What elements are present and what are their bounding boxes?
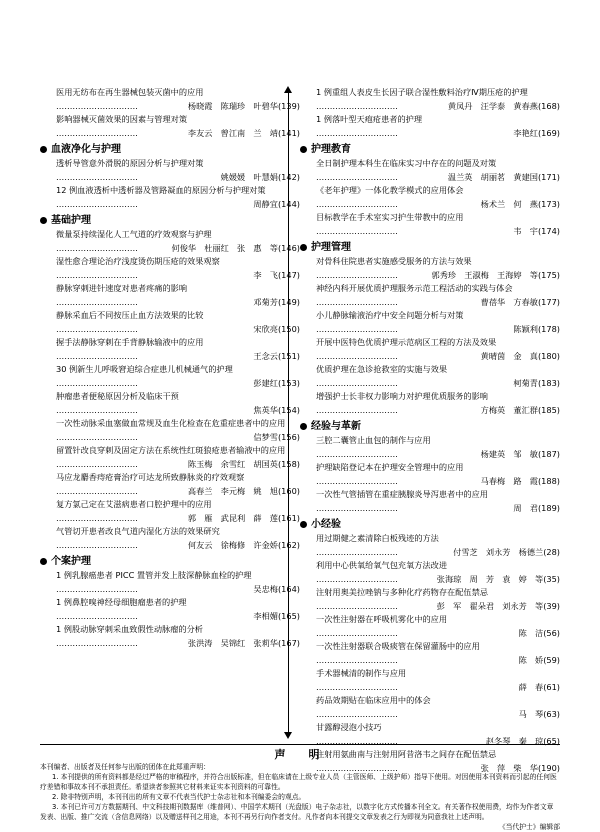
leader-dots: ………………………… bbox=[316, 546, 398, 557]
toc-entry-title: 1 例鼻腔嗅神经母细胞瘤患者的护理 bbox=[56, 597, 187, 607]
toc-entry-byline bbox=[40, 242, 300, 256]
toc-entry-byline bbox=[300, 127, 560, 141]
toc-entry-byline bbox=[40, 198, 300, 212]
author-page: 郭 雁 武昆利 薛 莲(161) bbox=[187, 512, 300, 523]
toc-entry[interactable] bbox=[40, 336, 300, 363]
toc-entry-byline bbox=[300, 502, 560, 516]
toc-entry-byline bbox=[40, 127, 300, 141]
toc-entry-title: 握手法静脉穿刺在手背静脉输液中的应用 bbox=[56, 337, 204, 347]
section-title: 护理管理 bbox=[311, 242, 351, 253]
toc-entry-byline bbox=[300, 296, 560, 310]
leader-dots: ………………………… bbox=[316, 654, 398, 665]
leader-dots: ………………………… bbox=[56, 242, 138, 253]
leader-dots: ………………………… bbox=[316, 225, 398, 236]
section-heading bbox=[300, 142, 560, 157]
toc-entry-title: 甘露醇浸泡小技巧 bbox=[316, 722, 382, 732]
toc-entry[interactable] bbox=[40, 113, 300, 140]
toc-entry-title: 一次性气管插管在重症胰腺炎导泻患者中的应用 bbox=[316, 489, 488, 499]
leader-dots: ………………………… bbox=[56, 431, 138, 442]
toc-entry-title: 注射用氨曲南与注射用阿昔洛韦之间存在配伍禁忌 bbox=[316, 749, 497, 759]
toc-entry-byline bbox=[300, 600, 560, 614]
toc-entry-byline bbox=[300, 654, 560, 668]
toc-entry-title: 一次性注射器在呼吸机雾化中的应用 bbox=[316, 614, 448, 624]
author-page: 付雪芝 刘永芳 杨德兰(28) bbox=[453, 546, 560, 557]
toc-entry[interactable] bbox=[40, 363, 300, 390]
toc-entry[interactable] bbox=[300, 694, 560, 721]
toc-entry-title: 医用无纺布在再生器械包装灭菌中的应用 bbox=[56, 87, 204, 97]
author-page: 周 君(189) bbox=[513, 502, 560, 513]
author-page: 杨建英 邹 敏(187) bbox=[480, 448, 560, 459]
toc-entry-byline bbox=[40, 610, 300, 624]
bullet-icon bbox=[300, 521, 307, 528]
author-page: 周静宜(144) bbox=[253, 198, 300, 209]
author-page: 高春兰 李元梅 姚 旭(160) bbox=[187, 485, 300, 496]
author-page: 张 萍 柴 华(190) bbox=[480, 762, 560, 773]
toc-entry-byline bbox=[40, 458, 300, 472]
author-page: 曹蓓华 方春敏(177) bbox=[480, 296, 560, 307]
toc-entry-byline bbox=[300, 448, 560, 462]
toc-entry-title: 《老年护理》一体化教学模式的应用体会 bbox=[316, 185, 464, 195]
toc-entry-title: 30 例新生儿呼吸窘迫综合症患儿机械通气的护理 bbox=[56, 364, 233, 374]
toc-entry[interactable] bbox=[40, 525, 300, 552]
toc-entry[interactable] bbox=[40, 255, 300, 282]
toc-entry[interactable] bbox=[40, 569, 300, 596]
section-heading bbox=[300, 419, 560, 434]
toc-entry-title: 用过期健之素清除白板残迹的方法 bbox=[316, 533, 439, 543]
leader-dots: ………………………… bbox=[56, 296, 138, 307]
author-page: 彭建红(153) bbox=[253, 377, 300, 388]
toc-entry-byline bbox=[40, 269, 300, 283]
section-heading bbox=[40, 142, 300, 157]
toc-entry-title: 透析导管意外滑脱的原因分析与护理对策 bbox=[56, 158, 204, 168]
toc-entry-byline bbox=[40, 377, 300, 391]
toc-entry[interactable] bbox=[40, 282, 300, 309]
author-page: 郭秀珍 王淑梅 王海婷 等(175) bbox=[431, 269, 560, 280]
leader-dots: ………………………… bbox=[56, 127, 138, 138]
toc-entry-title: 小儿静脉输液治疗中安全问题分析与对策 bbox=[316, 310, 464, 320]
author-page: 陈玉梅 余雪红 胡国英(158) bbox=[187, 458, 300, 469]
author-page: 方梅英 董汇群(185) bbox=[480, 404, 560, 415]
toc-entry[interactable] bbox=[300, 282, 560, 309]
toc-entry-title: 神经内科开展优质护理服务示范工程活动的实践与体会 bbox=[316, 283, 513, 293]
leader-dots: ………………………… bbox=[56, 485, 138, 496]
toc-entry-byline bbox=[40, 350, 300, 364]
toc-entry-title: 肿瘤患者便秘原因分析及临床干预 bbox=[56, 391, 179, 401]
toc-entry-title: 一次性动脉采血塞做血常规及血生化检查在危重症患者中的应用 bbox=[56, 418, 286, 428]
toc-entry-title: 1 例落叶型天疱疮患者的护理 bbox=[316, 114, 423, 124]
declaration-body bbox=[40, 762, 560, 832]
author-page: 王念云(151) bbox=[253, 350, 300, 361]
toc-entry-title: 利用中心供氧给氧气包充氧方法改进 bbox=[316, 560, 448, 570]
author-page: 焦英华(154) bbox=[253, 404, 300, 415]
toc-entry[interactable] bbox=[300, 211, 560, 238]
toc-left-column bbox=[40, 86, 300, 650]
leader-dots: ………………………… bbox=[56, 100, 138, 111]
divider-arrow-down-icon bbox=[284, 732, 292, 739]
author-page: 杨术兰 何 燕(173) bbox=[480, 198, 560, 209]
author-page: 张海琼 周 芳 袁 婷 等(35) bbox=[436, 573, 560, 584]
bullet-icon bbox=[300, 244, 307, 251]
author-page: 信梦雪(156) bbox=[253, 431, 300, 442]
toc-entry-byline bbox=[300, 627, 560, 641]
toc-entry-title: 1 例股动脉穿刺采血致假性动脉瘤的分析 bbox=[56, 624, 203, 634]
toc-entry-byline bbox=[300, 225, 560, 239]
toc-entry-title: 目标教学在手术室实习护生带教中的应用 bbox=[316, 212, 464, 222]
toc-entry[interactable] bbox=[40, 390, 300, 417]
bullet-icon bbox=[40, 217, 47, 224]
toc-entry-byline bbox=[40, 637, 300, 651]
leader-dots: ………………………… bbox=[56, 610, 138, 621]
leader-dots: ………………………… bbox=[316, 269, 398, 280]
section-title: 护理教育 bbox=[311, 144, 351, 155]
leader-dots: ………………………… bbox=[316, 404, 398, 415]
toc-entry-byline bbox=[40, 404, 300, 418]
toc-entry[interactable] bbox=[300, 157, 560, 184]
author-page: 姚媛媛 叶慧娟(142) bbox=[220, 171, 300, 182]
toc-entry-title: 马应龙麝香痔疮膏治疗可达龙所致静脉炎的疗效观察 bbox=[56, 472, 245, 482]
toc-entry-title: 对骨科住院患者实施感受服务的方法与效果 bbox=[316, 256, 472, 266]
toc-entry-byline bbox=[300, 681, 560, 695]
toc-entry-title: 1 例重组人表皮生长因子联合湿性敷料治疗Ⅳ期压疮的护理 bbox=[316, 87, 528, 97]
leader-dots: ………………………… bbox=[316, 681, 398, 692]
section-title: 个案护理 bbox=[51, 556, 91, 567]
author-page: 李友云 曾江南 兰 靖(141) bbox=[187, 127, 300, 138]
toc-entry-title: 气管切开患者改良气道内湿化方法的效果研究 bbox=[56, 526, 220, 536]
toc-entry[interactable] bbox=[300, 86, 560, 113]
toc-entry[interactable] bbox=[300, 390, 560, 417]
toc-entry[interactable] bbox=[40, 157, 300, 184]
section-heading bbox=[40, 213, 300, 228]
leader-dots: ………………………… bbox=[316, 627, 398, 638]
declaration-intro: 本刊编者、出版者及任何参与出版的团体在此郑重声明： bbox=[40, 763, 210, 771]
author-page: 杨晓霞 陈瑞珍 叶碧华(139) bbox=[187, 100, 300, 111]
toc-entry-title: 微量泵持续湿化人工气道的疗效观察与护理 bbox=[56, 229, 212, 239]
toc-entry-byline bbox=[300, 198, 560, 212]
author-page: 李艳红(169) bbox=[513, 127, 560, 138]
leader-dots: ………………………… bbox=[56, 583, 138, 594]
toc-entry-title: 留置针改良穿刺及固定方法在系统性红斑狼疮患者输液中的应用 bbox=[56, 445, 286, 455]
author-page: 何友云 徐梅修 许金娇(162) bbox=[187, 539, 300, 550]
toc-entry-byline bbox=[300, 475, 560, 489]
leader-dots: ………………………… bbox=[56, 198, 138, 209]
leader-dots: ………………………… bbox=[316, 600, 398, 611]
toc-entry[interactable] bbox=[40, 86, 300, 113]
leader-dots: ………………………… bbox=[316, 100, 398, 111]
leader-dots: ………………………… bbox=[316, 502, 398, 513]
toc-entry-title: 1 例乳腺癌患者 PICC 置管并发上肢深静脉血栓的护理 bbox=[56, 570, 252, 580]
toc-entry[interactable] bbox=[300, 640, 560, 667]
toc-entry[interactable] bbox=[40, 184, 300, 211]
leader-dots: ………………………… bbox=[56, 269, 138, 280]
leader-dots: ………………………… bbox=[316, 708, 398, 719]
author-page: 陈 娇(59) bbox=[518, 654, 560, 665]
toc-entry-title: 药品效期贴在临床应用中的体会 bbox=[316, 695, 431, 705]
bullet-icon bbox=[300, 423, 307, 430]
leader-dots: ………………………… bbox=[316, 198, 398, 209]
toc-entry-title: 优质护理在急诊抢救室的实施与效果 bbox=[316, 364, 448, 374]
toc-entry-byline bbox=[300, 100, 560, 114]
toc-right-column bbox=[300, 86, 560, 775]
leader-dots: ………………………… bbox=[316, 171, 398, 182]
toc-entry-byline bbox=[40, 431, 300, 445]
toc-entry[interactable] bbox=[300, 255, 560, 282]
toc-entry-byline bbox=[40, 100, 300, 114]
toc-entry[interactable] bbox=[40, 623, 300, 650]
bullet-icon bbox=[40, 146, 47, 153]
toc-entry-byline bbox=[40, 296, 300, 310]
toc-entry[interactable] bbox=[40, 498, 300, 525]
author-page: 张洪涛 吴锦红 张莉华(167) bbox=[187, 637, 300, 648]
toc-entry-title: 复方氯己定在艾滋病患者口腔护理中的应用 bbox=[56, 499, 212, 509]
author-page: 柯菊青(183) bbox=[513, 377, 560, 388]
toc-entry[interactable] bbox=[40, 471, 300, 498]
leader-dots: ………………………… bbox=[56, 404, 138, 415]
toc-entry-title: 开展中医特色优质护理示范病区工程的方法及效果 bbox=[316, 337, 497, 347]
declaration-rule bbox=[40, 744, 560, 745]
bullet-icon bbox=[300, 146, 307, 153]
toc-entry-byline bbox=[40, 583, 300, 597]
author-page: 黄晴茵 金 真(180) bbox=[480, 350, 560, 361]
author-page: 邓菊芳(149) bbox=[253, 296, 300, 307]
author-page: 吴忠梅(164) bbox=[253, 583, 300, 594]
toc-entry-title: 一次性注射器联合吸痰管在保留灌肠中的应用 bbox=[316, 641, 480, 651]
section-title: 基础护理 bbox=[51, 215, 91, 226]
leader-dots: ………………………… bbox=[56, 377, 138, 388]
toc-entry-byline bbox=[300, 350, 560, 364]
section-title: 经验与革新 bbox=[311, 421, 361, 432]
declaration-item-1: 1. 本刊提供的所有资料都是经过严格的审稿程序，并符合出版标准，但在临床请在上级专业人员（主管医师、上级护师）指导下使用。对因使用本刊资料而引起的任何医疗差错和事故本刊不承担责任。希望读者参照其它材料来证实本刊资料的可靠性。 bbox=[40, 773, 557, 791]
leader-dots: ………………………… bbox=[316, 127, 398, 138]
toc-entry-byline bbox=[300, 323, 560, 337]
toc-entry-title: 护理缺陷登记本在护理安全管理中的应用 bbox=[316, 462, 464, 472]
toc-entry-byline bbox=[40, 539, 300, 553]
leader-dots: ………………………… bbox=[56, 458, 138, 469]
toc-entry[interactable] bbox=[300, 667, 560, 694]
leader-dots: ………………………… bbox=[316, 448, 398, 459]
section-heading bbox=[40, 554, 300, 569]
author-page: 薛 春(61) bbox=[518, 681, 560, 692]
bullet-icon bbox=[40, 558, 47, 565]
section-heading bbox=[300, 240, 560, 255]
toc-entry[interactable] bbox=[300, 336, 560, 363]
toc-entry[interactable] bbox=[300, 613, 560, 640]
toc-entry[interactable] bbox=[300, 532, 560, 559]
toc-entry[interactable] bbox=[40, 228, 300, 255]
leader-dots: ………………………… bbox=[316, 350, 398, 361]
section-title: 血液净化与护理 bbox=[51, 144, 121, 155]
toc-entry-byline bbox=[40, 171, 300, 185]
toc-entry[interactable] bbox=[300, 488, 560, 515]
author-page: 李相媚(165) bbox=[253, 610, 300, 621]
toc-entry-title: 静脉采血后不同按压止血方法效果的比较 bbox=[56, 310, 204, 320]
toc-entry-byline bbox=[300, 269, 560, 283]
author-page: 陈 洁(56) bbox=[518, 627, 560, 638]
author-page: 黄凤丹 汪学泰 黄春燕(168) bbox=[447, 100, 560, 111]
declaration-title: 声 明 bbox=[274, 748, 326, 761]
declaration-item-2: 2. 除非特别声明，本刊刊出的所有文章不代表当代护士杂志社和本刊编委会的观点。 bbox=[52, 793, 306, 801]
leader-dots: ………………………… bbox=[316, 377, 398, 388]
author-page: 何俊华 杜丽红 张 惠 等(146) bbox=[171, 242, 300, 253]
declaration-signature: 《当代护士》编辑部 bbox=[498, 823, 560, 831]
toc-entry-byline bbox=[300, 404, 560, 418]
toc-entry-byline bbox=[300, 377, 560, 391]
toc-entry[interactable] bbox=[40, 596, 300, 623]
leader-dots: ………………………… bbox=[316, 573, 398, 584]
author-page: 马 琴(63) bbox=[518, 708, 560, 719]
toc-entry-title: 注射用奥美拉唑钠与多种化疗药物存在配伍禁忌 bbox=[316, 587, 488, 597]
author-page: 宋欣亮(150) bbox=[253, 323, 300, 334]
leader-dots: ………………………… bbox=[56, 512, 138, 523]
author-page: 马春梅 路 霞(188) bbox=[480, 475, 560, 486]
toc-entry[interactable] bbox=[40, 309, 300, 336]
toc-entry-byline bbox=[300, 546, 560, 560]
toc-entry[interactable] bbox=[40, 444, 300, 471]
toc-entry-title: 静脉穿刺进针速度对患者疼痛的影响 bbox=[56, 283, 188, 293]
leader-dots: ………………………… bbox=[56, 323, 138, 334]
author-page: 韦 宇(174) bbox=[513, 225, 560, 236]
toc-entry-byline bbox=[300, 573, 560, 587]
toc-entry[interactable] bbox=[300, 461, 560, 488]
toc-entry-byline bbox=[300, 708, 560, 722]
toc-entry-byline bbox=[300, 171, 560, 185]
toc-entry[interactable] bbox=[300, 559, 560, 586]
toc-entry-title: 增强护士长非权力影响力对护理优质服务的影响 bbox=[316, 391, 488, 401]
leader-dots: ………………………… bbox=[56, 539, 138, 550]
leader-dots: ………………………… bbox=[56, 350, 138, 361]
leader-dots: ………………………… bbox=[56, 637, 138, 648]
toc-entry-byline bbox=[40, 485, 300, 499]
toc-entry-title: 手术器械清的制作与应用 bbox=[316, 668, 407, 678]
toc-entry[interactable] bbox=[300, 434, 560, 461]
toc-entry-title: 湿性愈合理论治疗浅度烫伤期压疮的效果观察 bbox=[56, 256, 220, 266]
declaration-item-3: 3. 本刊已许可万方数据期刊、中文科技期刊数据库（维普网）、中国学术期刊（光盘版）电子杂志社，以数字化方式传播本刊全文。有关著作权使用费，均作为作者文章发表、出版、推广交流（含信息网络）以及赠送样刊之用途，本刊不再另行向作者支付。凡作者向本刊提交文章发表之行为即视为同意我社上述声明。 bbox=[40, 803, 554, 821]
author-page: 赵冬琴 秦 琼(65) bbox=[485, 735, 560, 746]
toc-entry-title: 全日制护理本科生在临床实习中存在的问题及对策 bbox=[316, 158, 497, 168]
toc-entry-title: 影响器械灭菌效果的因素与管理对策 bbox=[56, 114, 188, 124]
toc-entry[interactable] bbox=[40, 417, 300, 444]
leader-dots: ………………………… bbox=[316, 296, 398, 307]
toc-entry-title: 12 例血液透析中透析器及管路凝血的原因分析与护理对策 bbox=[56, 185, 266, 195]
toc-entry[interactable] bbox=[300, 184, 560, 211]
leader-dots: ………………………… bbox=[316, 323, 398, 334]
leader-dots: ………………………… bbox=[56, 171, 138, 182]
section-title: 小经验 bbox=[311, 519, 341, 530]
toc-entry[interactable] bbox=[300, 363, 560, 390]
toc-entry[interactable] bbox=[300, 309, 560, 336]
toc-entry-byline bbox=[40, 323, 300, 337]
section-heading bbox=[300, 517, 560, 532]
toc-entry[interactable] bbox=[300, 586, 560, 613]
author-page: 陈颖利(178) bbox=[513, 323, 560, 334]
leader-dots: ………………………… bbox=[316, 762, 398, 773]
leader-dots: ………………………… bbox=[316, 735, 398, 746]
author-page: 彭 军 翟朵君 刘永芳 等(39) bbox=[436, 600, 560, 611]
toc-entry-byline bbox=[40, 512, 300, 526]
toc-entry[interactable] bbox=[300, 113, 560, 140]
leader-dots: ………………………… bbox=[316, 475, 398, 486]
author-page: 温兰英 胡丽茗 黄建国(171) bbox=[447, 171, 560, 182]
author-page: 李 飞(147) bbox=[253, 269, 300, 280]
toc-entry-title: 三腔二囊管止血包的制作与应用 bbox=[316, 435, 431, 445]
